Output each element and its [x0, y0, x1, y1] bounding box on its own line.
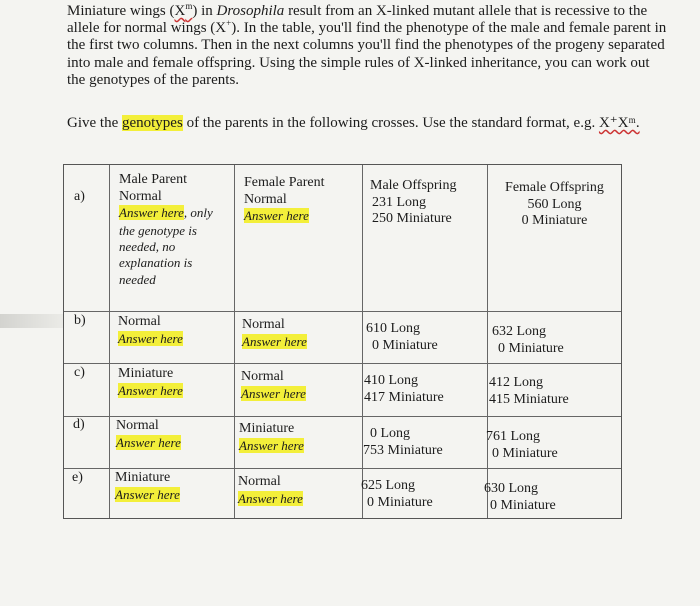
intro-text: Miniature wings ( — [67, 3, 175, 19]
male-parent-cell — [118, 314, 183, 348]
offspring-count: 0 Miniature — [367, 494, 433, 510]
note-text: , only — [183, 205, 213, 220]
male-phenotype: Normal — [118, 314, 161, 329]
male-answer-field[interactable]: Answer here — [119, 205, 184, 220]
offspring-count: 761 Long — [486, 429, 541, 444]
female-parent-cell — [238, 474, 303, 508]
male-parent-header: Male Parent — [119, 172, 188, 187]
male-offspring-header: Male Offspring — [370, 178, 457, 193]
offspring-count: 412 Long — [489, 375, 544, 390]
male-answer-field[interactable]: Answer here — [115, 486, 180, 502]
offspring-count: 610 Long — [366, 321, 421, 336]
female-phenotype: Normal — [241, 369, 284, 384]
crosses-table — [63, 164, 622, 519]
row-label: d) — [73, 417, 85, 432]
male-answer-field[interactable]: Answer here — [118, 330, 183, 346]
female-answer-field[interactable]: Answer here — [244, 208, 309, 223]
female-parent-cell — [241, 369, 306, 403]
male-answer-field[interactable]: Answer here — [116, 434, 181, 450]
offspring-count: 630 Long — [484, 481, 539, 496]
genotype-example: X⁺Xᵐ. — [598, 115, 640, 131]
male-offspring-cell — [363, 426, 443, 459]
page-shadow — [0, 314, 64, 328]
offspring-count: 560 Long — [527, 196, 582, 212]
column-divider — [487, 165, 488, 518]
offspring-count: 0 Long — [370, 426, 411, 441]
male-parent-cell — [118, 366, 183, 400]
female-offspring-cell — [492, 180, 617, 230]
male-phenotype: Normal — [116, 418, 159, 433]
male-parent-cell — [115, 470, 180, 504]
row-divider — [64, 468, 621, 469]
offspring-count: 0 Miniature — [521, 213, 588, 228]
female-answer-field[interactable]: Answer here — [238, 490, 303, 506]
offspring-count: 0 Miniature — [492, 445, 558, 461]
row-divider — [64, 416, 621, 417]
xm-symbol: $X^m$ — [174, 1, 193, 19]
male-offspring-cell — [364, 373, 444, 406]
male-phenotype: Normal — [119, 188, 162, 204]
female-offspring-header: Female Offspring — [505, 180, 604, 195]
row-label: c) — [74, 365, 85, 380]
intro-paragraph — [67, 3, 667, 89]
intro-text: result from an X-linked mutant allele that is recessive to the allele for normal wings (X — [67, 3, 648, 37]
question-prompt: Give the genotypes of the parents in the following crosses. Use the standard format, e.g. X⁺Xᵐ. — [67, 115, 640, 131]
xplus-superscript: + — [226, 18, 232, 29]
offspring-count: 250 Miniature — [372, 211, 452, 226]
male-offspring-cell — [361, 478, 433, 511]
male-parent-cell — [119, 172, 231, 288]
female-parent-cell — [242, 317, 307, 351]
row-label: a) — [74, 189, 85, 204]
female-phenotype: Normal — [238, 474, 281, 489]
offspring-count: 632 Long — [492, 324, 547, 339]
row-label: e) — [72, 470, 83, 485]
female-parent-cell — [239, 421, 304, 455]
male-offspring-cell — [366, 321, 438, 354]
female-phenotype: Normal — [242, 317, 285, 332]
female-answer-field[interactable]: Answer here — [242, 333, 307, 349]
female-offspring-cell — [486, 429, 558, 462]
intro-text: ) in — [192, 3, 217, 19]
female-parent-cell — [244, 175, 359, 226]
female-answer-field[interactable]: Answer here — [239, 437, 304, 453]
offspring-count: 410 Long — [364, 373, 419, 388]
genotypes-highlight: genotypes — [121, 115, 183, 131]
female-phenotype: Miniature — [239, 421, 295, 436]
offspring-count: 231 Long — [372, 194, 427, 210]
row-divider — [64, 311, 621, 312]
column-divider — [109, 165, 110, 518]
offspring-count: 417 Miniature — [364, 389, 444, 405]
male-phenotype: Miniature — [118, 366, 174, 381]
instruction-note: the genotype is needed, no explanation is needed — [119, 222, 197, 287]
column-divider — [234, 165, 235, 518]
offspring-count: 415 Miniature — [489, 391, 569, 407]
female-phenotype: Normal — [244, 191, 287, 207]
offspring-count: 753 Miniature — [363, 442, 443, 458]
male-answer-field[interactable]: Answer here — [118, 382, 183, 398]
male-offspring-cell — [370, 178, 482, 228]
offspring-count: 0 Miniature — [372, 337, 438, 353]
column-divider — [362, 165, 363, 518]
male-parent-cell — [116, 418, 181, 452]
female-offspring-cell — [484, 481, 556, 514]
offspring-count: 0 Miniature — [498, 340, 564, 356]
female-offspring-cell — [489, 375, 569, 408]
offspring-count: 625 Long — [361, 478, 416, 493]
female-answer-field[interactable]: Answer here — [241, 385, 306, 401]
female-offspring-cell — [492, 324, 564, 357]
intro-text: ). In the table, you'll find the phenotype of the male and female parent in the first two columns. Then in the next columns you'll find the phenotypes of the progeny separated into male and female offspring. Using the simple rules of X-linked inheritance, you can work out the genotypes of the parents. — [67, 20, 667, 88]
female-parent-header: Female Parent — [244, 175, 325, 190]
row-divider — [64, 363, 621, 364]
offspring-count: 0 Miniature — [490, 497, 556, 513]
row-label: b) — [74, 313, 86, 328]
male-phenotype: Miniature — [115, 470, 171, 485]
species-name: Drosophila — [216, 3, 285, 19]
